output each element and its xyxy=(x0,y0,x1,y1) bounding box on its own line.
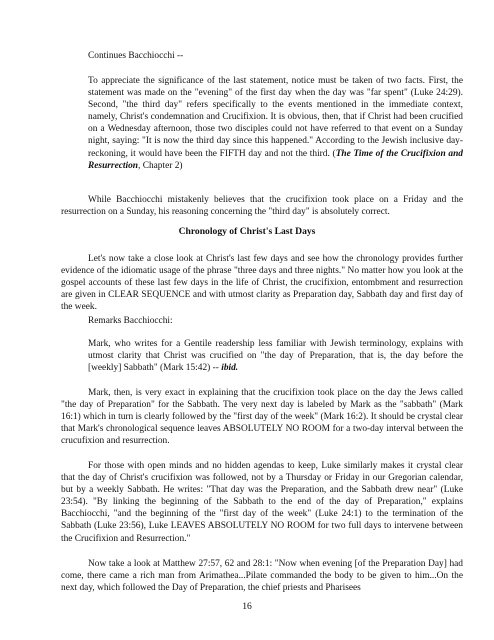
ibid-citation: ibid. xyxy=(221,363,239,374)
paragraph-5: Now take a look at Matthew 27:57, 62 and 28:1: "Now when evening [of the Preparation Day] had come, there came a rich man from Arimathea...Pilate commanded the body to be given to him...On the next day, which followed the Day of Preparation, the chief priests and Pharisees xyxy=(61,559,463,594)
block-quote-1 xyxy=(88,75,463,172)
remarks-label: Remarks Bacchiocchi: xyxy=(88,316,173,326)
paragraph-3: Mark, then, is very exact in explaining that the crucifixion took place on the day the Jews called "the day of Preparation" for the Sabbath. The very next day is labeled by Mark as the "sabbath" (Mark 16:1) which in turn is clearly followed by the "first day of the week" (Mark 16:2). It should be crystal clear that Mark's chronological sequence leaves ABSOLUTELY NO ROOM for a two-day interval between the crucufixion and resurrection. xyxy=(61,388,463,447)
paragraph-1: While Bacchiocchi mistakenly believes that the crucifixion took place on a Friday and the resurrection on a Sunday, his reasoning concerning the "third day" is absolutely correct. xyxy=(61,195,463,218)
quote2-text: Mark, who writes for a Gentile readership less familiar with Jewish terminology, explains with utmost clarity that Christ was crucified on "the day of Preparation, that is, the day before the [weekly] Sabbath" (Mark 15:42) -- xyxy=(88,339,463,374)
paragraph-4: For those with open minds and no hidden agendas to keep, Luke similarly makes it crystal clear that the day of Christ's crucifixion was followed, not by a Thursday or Friday in our Gregorian calendar, but by a weekly Sabbath. He writes: "That day was the Preparation, and the Sabbath drew near" (Luke 23:54). "By linking the beginning of the Sabbath to the end of the day of Preparation," explains Bacchiocchi, "and the beginning of the "first day of the week" (Luke 24:1) to the termination of the Sabbath (Luke 23:56), Luke LEAVES ABSOLUTELY NO ROOM for two full days to intervene between the Crucifixion and Resurrection." xyxy=(61,461,463,544)
continues-label: Continues Bacchiocchi -- xyxy=(88,51,184,61)
block-quote-2 xyxy=(88,338,463,374)
paragraph-2: Let's now take a close look at Christ's last few days and see how the chronology provides further evidence of the idiomatic usage of the phrase "three days and three nights." No matter how you look at the gospel accounts of these last few days in the life of Christ, the crucifixion, entombment and resurrection are given in CLEAR SEQUENCE and with utmost clarity as Preparation day, Sabbath day and first day of the week. xyxy=(61,254,463,313)
section-heading: Chronology of Christ's Last Days xyxy=(178,226,316,237)
source-title: The Time of the Crucifixion and Resurrection xyxy=(88,148,463,171)
page-number: 16 xyxy=(242,601,252,612)
quote1-text: To appreciate the significance of the last statement, notice must be taken of two facts. First, the statement was made on the "evening" of the first day when the day was "far spent" (Luke 24:29). Second, "the third day" refers specifically to the events mentioned in the immediate context, namely, Christ's condemnation and Crucifixion. It is obvious, then, that if Christ had been crucified on a Wednesday afternoon, those two disciples could not have referred to that event on a Sunday night, saying: "It is now the third day since this happened." According to the Jewish inclusive day-reckoning, it would have been the FIFTH day and not the third. ( xyxy=(88,76,463,159)
quote1-tail: , Chapter 2) xyxy=(138,160,183,171)
